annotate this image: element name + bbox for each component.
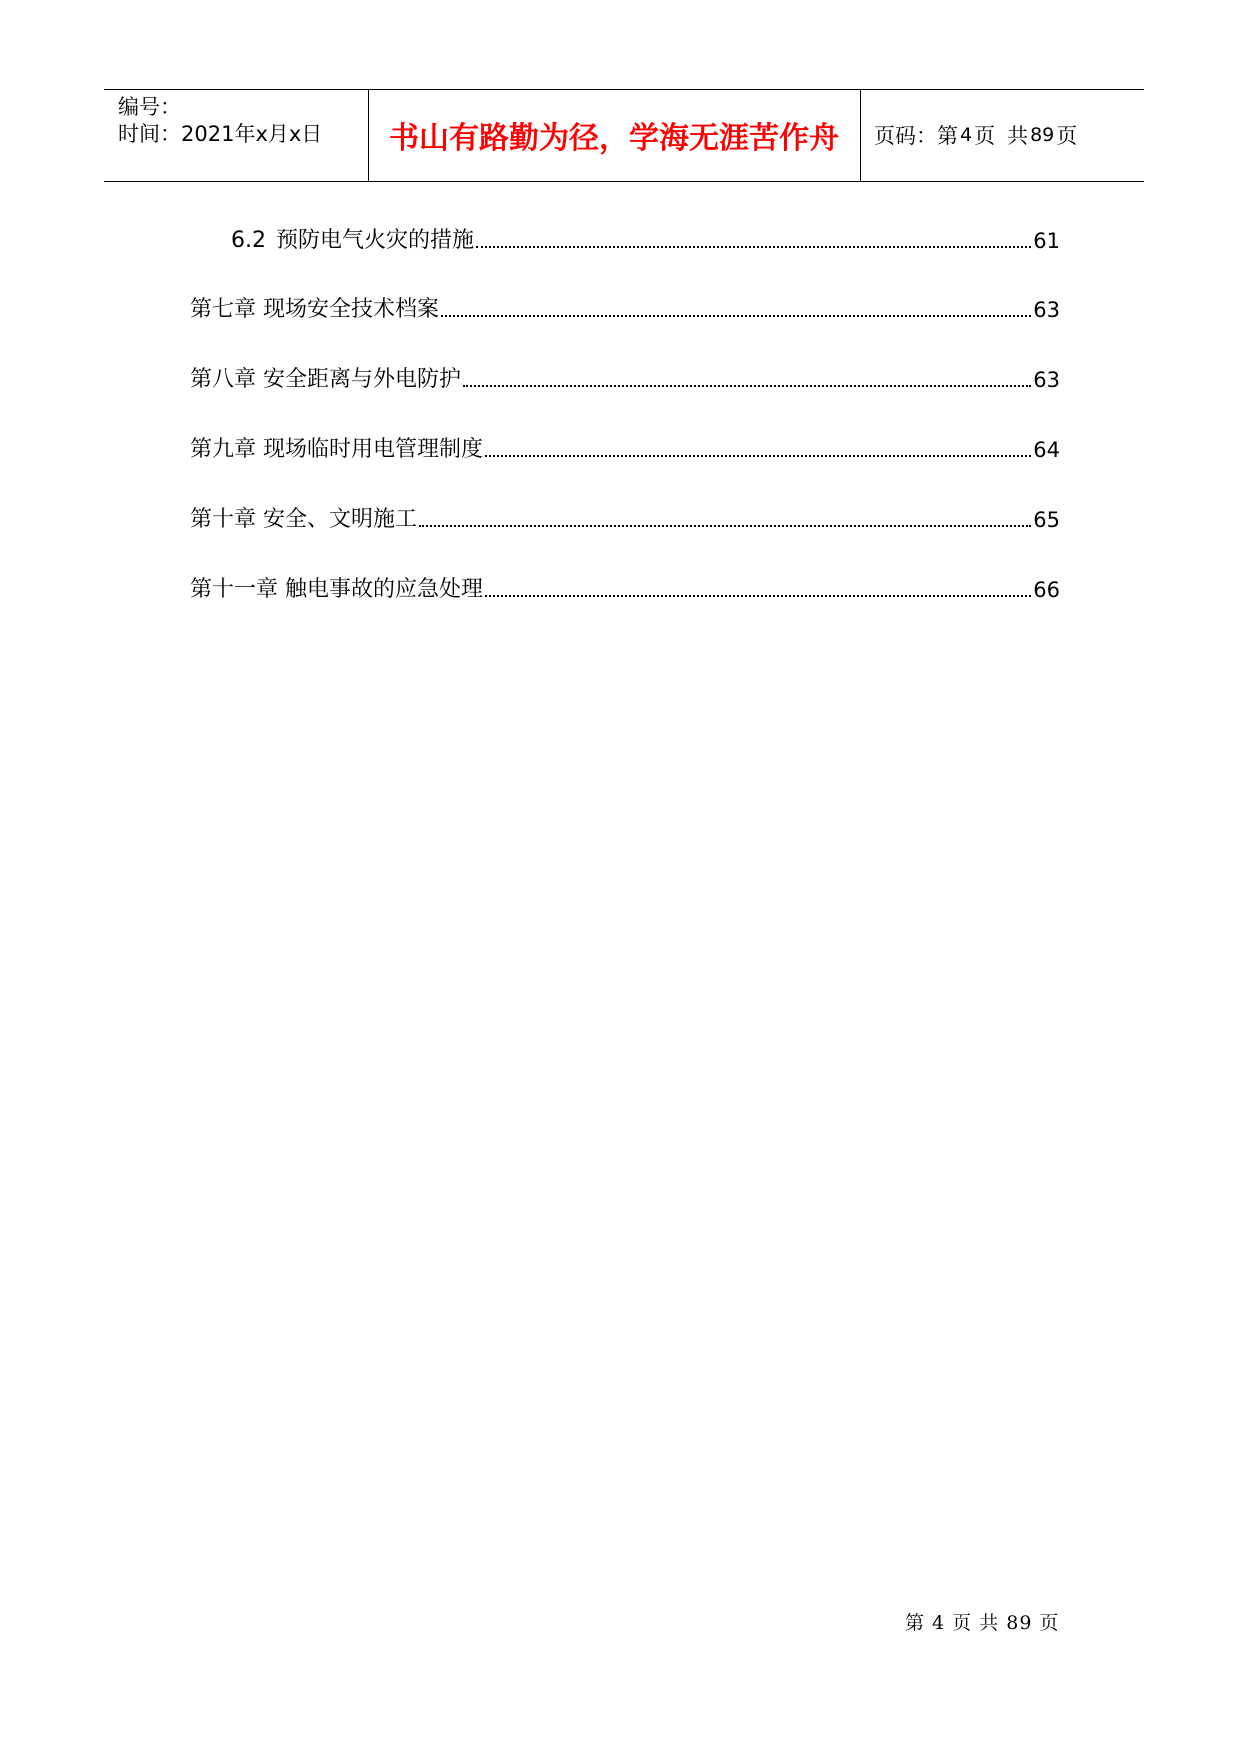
toc-entry[interactable] [190,288,1060,324]
toc-entry[interactable] [231,219,1060,255]
header-meta [118,94,322,148]
page-header [104,89,1144,182]
toc-entry[interactable] [190,498,1060,534]
toc-entry-title: 第十章 安全、文明施工 [190,507,417,532]
page-total-prefix: 共 [1007,124,1029,148]
toc-entry-title: 第七章 现场安全技术档案 [190,297,439,322]
toc-entry-page: 63 [1033,368,1060,392]
page-total: 89 [1030,124,1055,146]
page-footer: 第 4 页 共 89 页 [905,1612,1060,1634]
toc-entry-title: 第十一章 触电事故的应急处理 [190,577,483,602]
toc-dot-leader [485,455,1031,457]
page-mid: 页 [974,124,996,148]
toc-entry-title: 第八章 安全距离与外电防护 [190,367,461,392]
toc-dot-leader [485,595,1031,597]
toc-dot-leader [476,246,1031,248]
page-prefix: 页码：第 [874,124,958,148]
toc-entry-page: 64 [1033,438,1060,462]
header-divider [860,90,861,181]
toc-entry-page: 66 [1033,578,1060,602]
toc-dot-leader [441,315,1031,317]
header-page-info [874,90,1077,180]
toc-entry-page: 61 [1033,229,1060,253]
toc-entry[interactable] [190,358,1060,394]
toc-entry[interactable] [190,428,1060,464]
toc-entry-title: 第九章 现场临时用电管理制度 [190,437,483,462]
document-number-label: 编号： [118,95,181,119]
toc-entry[interactable] [190,568,1060,604]
document-time: 时间：2021年x月x日 [118,122,323,146]
toc-entry-page: 65 [1033,508,1060,532]
header-motto: 书山有路勤为径，学海无涯苦作舟 [389,121,839,156]
toc-dot-leader [419,525,1031,527]
toc-entry-title: 预防电气火灾的措施 [276,228,475,253]
toc-entry-number: 6.2 [231,228,266,253]
page-current: 4 [960,124,973,146]
toc-dot-leader [463,385,1031,387]
page-suffix: 页 [1056,124,1078,148]
toc-entry-page: 63 [1033,298,1060,322]
